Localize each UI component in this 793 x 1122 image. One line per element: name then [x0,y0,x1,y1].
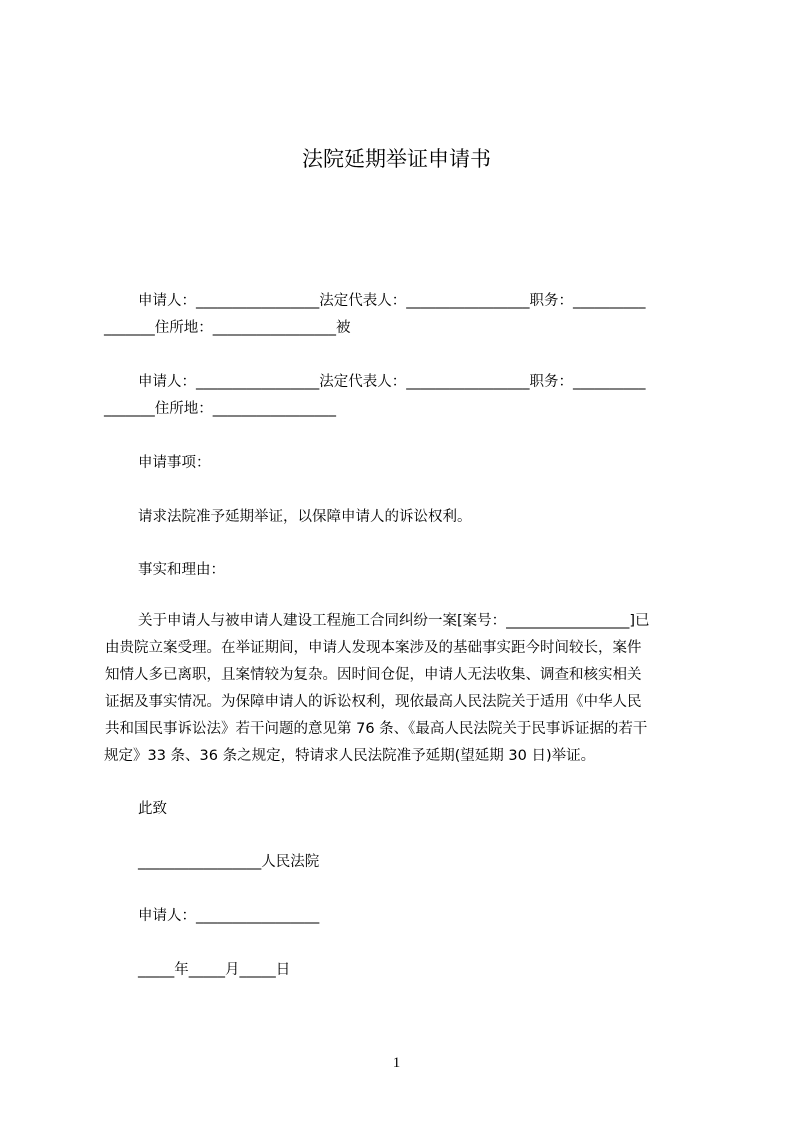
page-number: 1 [392,1055,401,1071]
document-title: 法院延期举证申请书 [302,147,491,171]
closing: 此致 [138,801,167,817]
signature-line: 申请人：_________________ [138,908,320,924]
facts-line: 由贵院立案受理。在举证期间，申请人发现本案涉及的基础事实距今时间较长，案件 [105,640,642,656]
facts-heading: 事实和理由： [138,562,225,578]
facts-line: 知情人多已离职，且案情较为复杂。因时间仓促，申请人无法收集、调查和核实相关 [105,667,642,683]
applicant-line-1: 申请人：_________________法定代表人：_________________职务：__________ [138,293,646,309]
date-line: _____年_____月_____日 [138,962,291,978]
facts-line: 关于申请人与被申请人建设工程施工合同纠纷一案[案号：_________________]已 [138,613,650,629]
request-text: 请求法院准予延期举证，以保障申请人的诉讼权利。 [138,509,472,525]
court-line: _________________人民法院 [138,854,320,870]
request-heading: 申请事项： [138,455,211,471]
applicant-line-2: _______住所地：_________________被 [104,320,351,336]
facts-line: 证据及事实情况。为保障申请人的诉讼权利，现依最高人民法院关于适用《中华人民 [105,694,642,710]
facts-line: 规定》33 条、36 条之规定，特请求人民法院准予延期(望延期 30 日)举证。 [104,748,596,764]
facts-line: 共和国民事诉讼法》若干问题的意见第 76 条、《最高人民法院关于民事诉证据的若干 [105,721,648,737]
respondent-line-1: 申请人：_________________法定代表人：_________________职务：__________ [138,374,646,390]
respondent-line-2: _______住所地：_________________ [104,401,336,417]
